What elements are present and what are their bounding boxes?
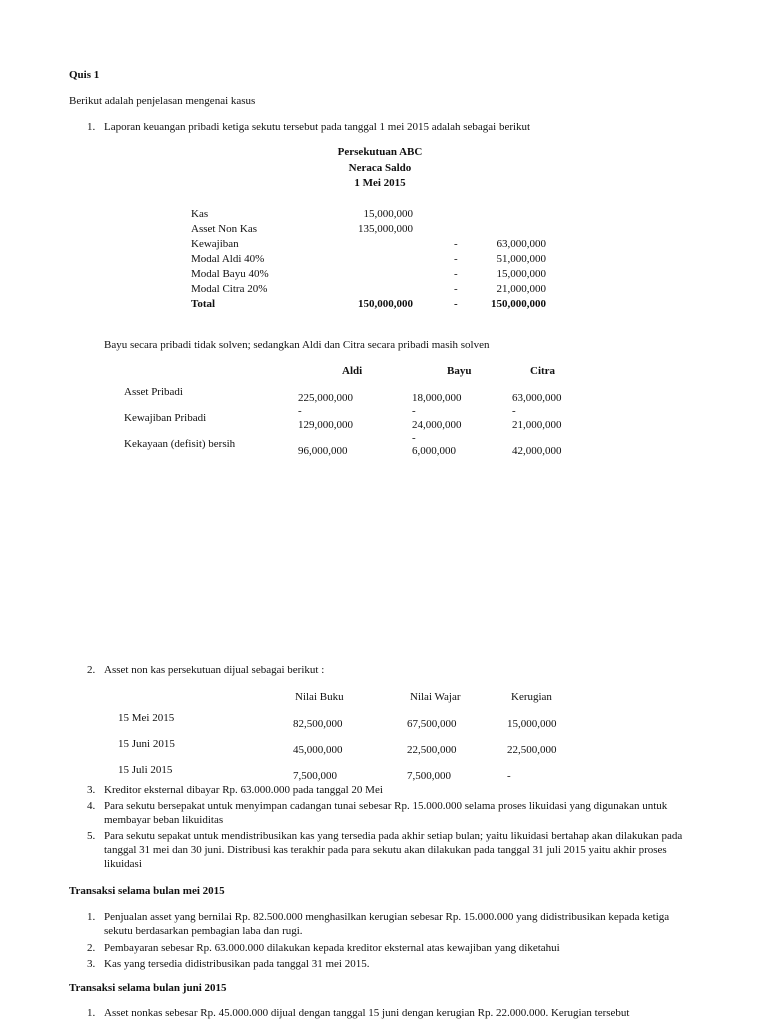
statement-heading-name: Neraca Saldo (348, 162, 412, 174)
list-number: 1. (87, 121, 96, 133)
list-number: 4. (87, 800, 96, 812)
tb-label: Modal Bayu 40% (191, 268, 269, 280)
tb-dash: - (454, 298, 458, 310)
statement-heading-date: 1 Mei 2015 (354, 177, 406, 189)
sale-date: 15 Juli 2015 (118, 764, 173, 776)
cell-value: 63,000,000 (512, 392, 562, 404)
mei-item-text: Penjualan asset yang bernilai Rp. 82.500.000 menghasilkan kerugian sebesar Rp. 15.000.000 yang didistribusikan kepada ketiga sekutu berdasarkan pembagian laba dan rugi. (104, 911, 670, 937)
negative-sign: - (298, 405, 302, 417)
cell-value: 225,000,000 (298, 392, 353, 404)
tb-credit: 63,000,000 (496, 238, 546, 250)
mei-item-text: Pembayaran sebesar Rp. 63.000.000 dilakukan kepada kreditor eksternal atas kewajiban yang diketahui (104, 942, 560, 954)
tb-label: Kas (191, 208, 209, 220)
cell-value: 24,000,000 (412, 419, 462, 431)
column-header-loss: Kerugian (511, 691, 552, 703)
tb-label: Modal Citra 20% (191, 283, 268, 295)
cell-value: 67,500,000 (407, 718, 457, 730)
list-number: 2. (87, 664, 96, 676)
column-header-fair-value: Nilai Wajar (410, 691, 461, 703)
tb-dash: - (454, 238, 458, 250)
row-label-liability: Kewajiban Pribadi (124, 412, 207, 424)
tb-credit: 51,000,000 (496, 253, 546, 265)
cell-value: - (507, 770, 511, 782)
cell-value: 6,000,000 (412, 445, 456, 457)
item2-text: Asset non kas persekutuan dijual sebagai berikut : (104, 664, 325, 676)
sale-date: 15 Mei 2015 (118, 712, 175, 724)
tb-total-label: Total (191, 298, 216, 310)
item5-text: Para sekutu sepakat untuk mendistribusikan kas yang tersedia pada akhir setiap bulan; yaitu likuidasi bertahap akan dilakukan pada tanggal 31 mei dan 30 juni. Distribusi kas terakhir pada para sekutu akan dilakukan pada tanggal 31 juli 2015 yaitu akhir proses likuidasi (104, 830, 683, 870)
cell-value: 82,500,000 (293, 718, 343, 730)
tb-label: Modal Aldi 40% (191, 253, 265, 265)
sale-date: 15 Juni 2015 (118, 738, 175, 750)
row-label-asset: Asset Pribadi (124, 386, 183, 398)
list-number: 5. (87, 830, 96, 842)
negative-sign: - (412, 432, 416, 444)
tb-total-credit: 150,000,000 (491, 298, 546, 310)
cell-value: 42,000,000 (512, 445, 562, 457)
cell-value: 96,000,000 (298, 445, 348, 457)
tb-debit: 135,000,000 (358, 223, 413, 235)
item4-text: Para sekutu bersepakat untuk menyimpan cadangan tunai sebesar Rp. 15.000.000 selama proses likuidasi yang digunakan untuk membayar beban likuiditas (104, 800, 668, 826)
intro-text: Berikut adalah penjelasan mengenai kasus (69, 95, 256, 107)
juni-item-text: Asset nonkas sebesar Rp. 45.000.000 dijual dengan tanggal 15 juni dengan kerugian Rp. 22.000.000. Kerugian tersebut (104, 1007, 630, 1019)
tb-label: Kewajiban (191, 238, 239, 250)
row-label-net-worth: Kekayaan (defisit) bersih (124, 438, 236, 450)
section-heading-juni: Transaksi selama bulan juni 2015 (69, 982, 227, 994)
tb-label: Asset Non Kas (191, 223, 257, 235)
solvency-note: Bayu secara pribadi tidak solven; sedangkan Aldi dan Citra secara pribadi masih solven (104, 339, 490, 351)
list-number: 1. (87, 1007, 96, 1019)
statement-heading-entity: Persekutuan ABC (337, 146, 423, 158)
list-number: 1. (87, 911, 96, 923)
tb-debit: 15,000,000 (363, 208, 413, 220)
cell-value: 7,500,000 (407, 770, 451, 782)
tb-dash: - (454, 268, 458, 280)
column-header-bayu: Bayu (447, 365, 472, 377)
list-number: 3. (87, 958, 96, 970)
list-number: 3. (87, 784, 96, 796)
cell-value: 18,000,000 (412, 392, 462, 404)
section-heading-mei: Transaksi selama bulan mei 2015 (69, 885, 225, 897)
negative-sign: - (512, 405, 516, 417)
cell-value: 22,500,000 (507, 744, 557, 756)
tb-credit: 21,000,000 (496, 283, 546, 295)
column-header-citra: Citra (530, 365, 556, 377)
list-number: 2. (87, 942, 96, 954)
tb-dash: - (454, 253, 458, 265)
mei-item-text: Kas yang tersedia didistribusikan pada tanggal 31 mei 2015. (104, 958, 370, 970)
cell-value: 15,000,000 (507, 718, 557, 730)
cell-value: 21,000,000 (512, 419, 562, 431)
cell-value: 22,500,000 (407, 744, 457, 756)
tb-dash: - (454, 283, 458, 295)
item1-text: Laporan keuangan pribadi ketiga sekutu tersebut pada tanggal 1 mei 2015 adalah sebagai berikut (104, 121, 531, 133)
tb-credit: 15,000,000 (496, 268, 546, 280)
cell-value: 7,500,000 (293, 770, 337, 782)
page-title: Quis 1 (69, 69, 100, 81)
tb-total-debit: 150,000,000 (358, 298, 413, 310)
item3-text: Kreditor eksternal dibayar Rp. 63.000.000 pada tanggal 20 Mei (104, 784, 383, 796)
cell-value: 45,000,000 (293, 744, 343, 756)
column-header-aldi: Aldi (342, 365, 363, 377)
cell-value: 129,000,000 (298, 419, 353, 431)
negative-sign: - (412, 405, 416, 417)
column-header-book-value: Nilai Buku (295, 691, 344, 703)
